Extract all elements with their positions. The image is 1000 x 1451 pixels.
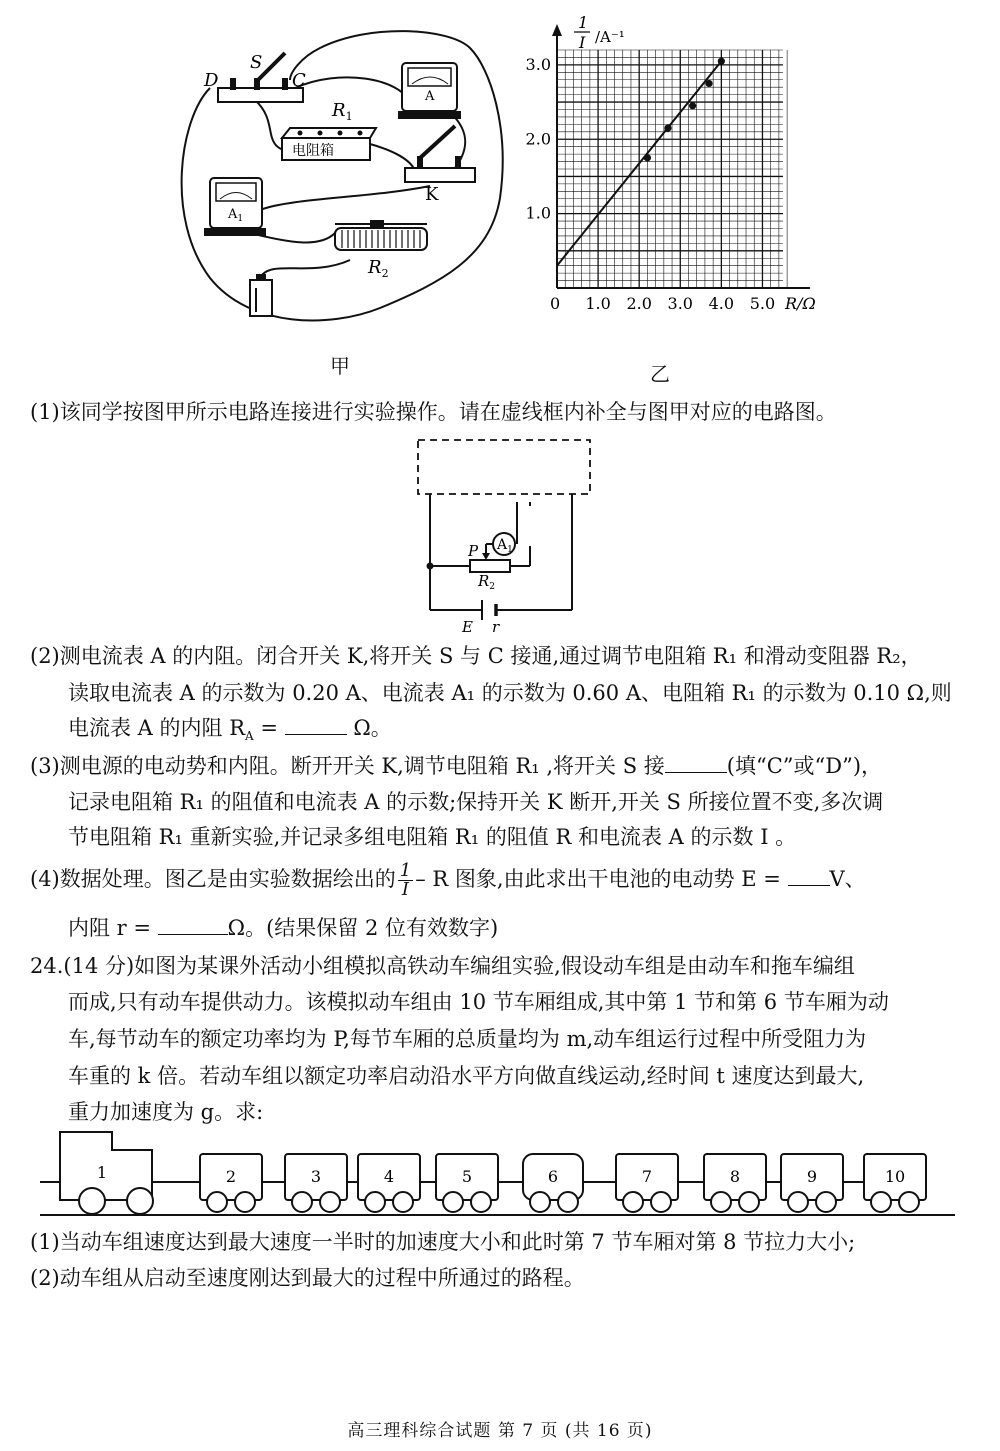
x-tick-label: 3.0: [667, 294, 693, 313]
car-number: 5: [461, 1167, 473, 1186]
question-4-line-1: (4)数据处理。图乙是由实验数据绘出的 $\frac{1}{I}$ – R 图象,由此求出干电池的电动势 E = V、: [30, 860, 866, 900]
wheel: [292, 1192, 312, 1212]
wheel: [471, 1192, 491, 1212]
train-car-10: [864, 1154, 926, 1212]
label-a: A: [425, 89, 435, 104]
question-1: (1)该同学按图甲所示电路连接进行实验操作。请在虚线框内补全与图甲对应的电路图。: [30, 400, 837, 424]
circuit-label-a1: $A_1$: [497, 537, 513, 555]
car-number: 7: [641, 1167, 653, 1186]
answer-blank-s-position[interactable]: [665, 752, 727, 773]
car-number: 1: [96, 1163, 108, 1182]
chart-figure: [515, 10, 835, 315]
wheel: [739, 1192, 759, 1212]
train-car-2: [200, 1154, 285, 1212]
dashed-answer-box[interactable]: [418, 440, 590, 494]
label-k: K: [425, 184, 439, 205]
train-car-7: [616, 1154, 704, 1212]
wheel: [79, 1188, 105, 1214]
wheel: [816, 1192, 836, 1212]
chart-origin-label: 0: [550, 294, 561, 313]
question-3-line-1: (3)测电源的电动势和内阻。断开开关 K,调节电阻箱 R₁ ,将开关 S 接 (填“C”或“D”)，: [30, 754, 883, 778]
data-point: [718, 58, 725, 65]
chart-ylabel-den: I: [579, 33, 586, 52]
answer-blank-internal-r[interactable]: [158, 914, 228, 935]
data-point: [664, 124, 671, 131]
train-car-3: [285, 1154, 358, 1212]
q24-line-2: 而成,只有动车提供动力。该模拟动车组由 10 节车厢组成,其中第 1 节和第 6 节车厢为动: [68, 990, 889, 1014]
box-text: 电阻箱: [292, 143, 334, 159]
train-car-5: [436, 1154, 523, 1212]
x-tick-label: 1.0: [585, 294, 611, 313]
circuit-label-p: P: [468, 542, 479, 560]
label-c: C: [292, 70, 306, 91]
question-3-line-3: 节电阻箱 R₁ 重新实验,并记录多组电阻箱 R₁ 的阻值 R 和电流表 A 的示数 I 。: [68, 825, 797, 849]
wheel: [207, 1192, 227, 1212]
battery: [250, 274, 272, 316]
wheel: [899, 1192, 919, 1212]
wheel: [623, 1192, 643, 1212]
battery-symbol: [482, 600, 496, 620]
data-point: [705, 80, 712, 87]
answer-blank-emf[interactable]: [788, 865, 830, 886]
apparatus-figure: [170, 28, 510, 328]
car-number: 4: [383, 1167, 395, 1186]
label-a1: $A_1$: [228, 207, 244, 224]
question-3-line-2: 记录电阻箱 R₁ 的阻值和电流表 A 的示数;保持开关 K 断开,开关 S 所接位置不变,多次调: [68, 790, 884, 814]
question-4-line-2: 内阻 r = Ω。(结果保留 2 位有效数字): [68, 916, 499, 940]
chart-ylabel-unit: /A⁻¹: [595, 28, 625, 46]
wheel: [558, 1192, 578, 1212]
q24-line-5: 重力加速度为 g。求:: [68, 1100, 264, 1124]
data-point: [644, 154, 651, 161]
y-tick-label: 2.0: [525, 129, 551, 149]
wheel: [235, 1192, 255, 1212]
rheostat-r2: [335, 220, 427, 250]
y-axis-arrow: [552, 24, 562, 36]
wheel: [127, 1188, 153, 1214]
wheel: [365, 1192, 385, 1212]
label-s: S: [250, 52, 263, 73]
car-number: 8: [729, 1167, 741, 1186]
car-number: 9: [806, 1167, 818, 1186]
wheel: [711, 1192, 731, 1212]
wheel: [871, 1192, 891, 1212]
wire-r2-battery: [260, 260, 350, 278]
x-tick-label: 5.0: [749, 294, 776, 313]
question-2-line-1: (2)测电流表 A 的内阻。闭合开关 K,将开关 S 与 C 接通,通过调节电阻箱 R₁ 和滑动变阻器 R₂，: [30, 644, 922, 668]
wire-k-a1: [260, 186, 430, 210]
circuit-label-r: r: [492, 618, 500, 636]
chart-caption: 乙: [650, 362, 670, 386]
train-car-4: [358, 1154, 436, 1212]
data-point: [689, 102, 696, 109]
car-number: 10: [884, 1167, 906, 1186]
q24-sub-1: (1)当动车组速度达到最大速度一半时的加速度大小和此时第 7 节车厢对第 8 节拉力大小;: [30, 1230, 856, 1254]
train-car-1: [40, 1132, 200, 1214]
label-r1: $R_1$: [332, 100, 353, 123]
y-tick-label: 1.0: [525, 203, 551, 223]
q24-line-4: 车重的 k 倍。若动车组以额定功率启动沿水平方向做直线运动,经时间 t 速度达到最大,: [68, 1064, 865, 1088]
wheel: [320, 1192, 340, 1212]
answer-blank-ra[interactable]: [285, 714, 347, 735]
figure-a-caption: 甲: [330, 354, 350, 378]
car-number: 2: [225, 1167, 237, 1186]
wheel: [443, 1192, 463, 1212]
q24-line-1: 24.(14 分)如图为某课外活动小组模拟高铁动车编组实验,假设动车组是由动车和拖车编组: [30, 954, 855, 978]
label-r2: $R_2$: [368, 257, 389, 280]
wheel: [651, 1192, 671, 1212]
train-car-8: [704, 1154, 781, 1212]
question-2-line-2: 读取电流表 A 的示数为 0.20 A、电流表 A₁ 的示数为 0.60 A、电阻箱 R₁ 的示数为 0.10 Ω,则: [68, 681, 952, 705]
y-tick-label: 3.0: [525, 54, 551, 74]
page-footer: 高三理科综合试题 第 7 页 (共 16 页): [347, 1421, 653, 1441]
chart-ylabel-num: 1: [578, 13, 589, 32]
circuit-label-r2: $R_2$: [478, 572, 496, 592]
train-car-9: [781, 1154, 864, 1212]
circuit-diagram: [412, 436, 602, 636]
train-diagram: [40, 1128, 980, 1220]
x-tick-label: 4.0: [708, 294, 735, 313]
question-2-line-3: 电流表 A 的内阻 $R_A = \Omega$。: [68, 716, 392, 744]
car-number: 6: [547, 1167, 559, 1186]
wire-c-a: [295, 77, 410, 103]
chart-xlabel: R/Ω: [785, 294, 816, 313]
wheel: [788, 1192, 808, 1212]
car-number: 3: [310, 1167, 322, 1186]
fraction-1-over-i: $\frac{1}{I}$: [399, 860, 412, 900]
x-tick-label: 2.0: [626, 294, 652, 313]
label-d: D: [204, 70, 219, 91]
train-car-6: [523, 1154, 616, 1212]
q24-line-3: 车,每节动车的额定功率均为 P,每节车厢的总质量均为 m,动车组运行过程中所受阻力为: [68, 1027, 867, 1051]
circuit-label-e: E: [462, 618, 473, 636]
wheel: [530, 1192, 550, 1212]
wheel: [393, 1192, 413, 1212]
q24-sub-2: (2)动车组从启动至速度刚达到最大的过程中所通过的路程。: [30, 1266, 585, 1290]
